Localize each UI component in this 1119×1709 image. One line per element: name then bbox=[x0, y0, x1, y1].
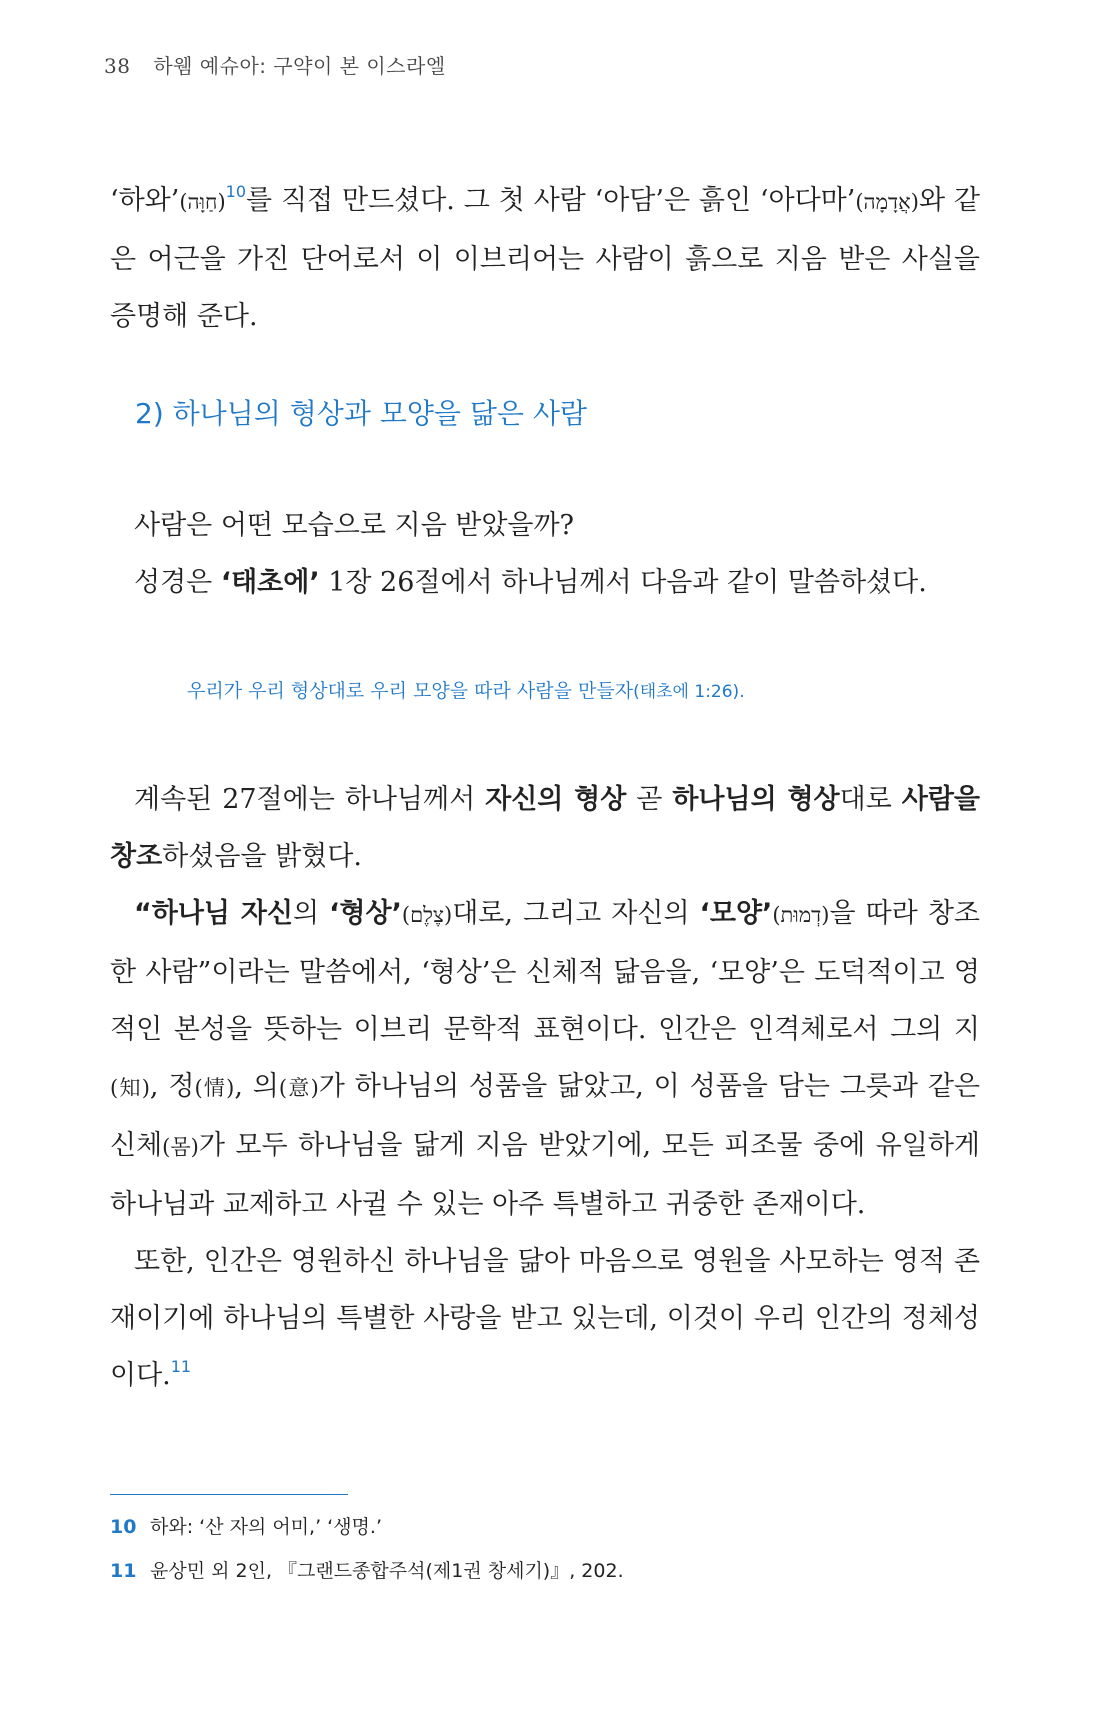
text: 의 bbox=[293, 898, 330, 929]
text: 또한, 인간은 영원하신 하나님을 닮아 마음으로 영원을 사모하는 영적 존재이기에 하나님의 특별한 사랑을 받고 있는데, 이것이 우리 인간의 정체성이다. bbox=[110, 1246, 980, 1391]
section-heading: 2) 하나님의 형상과 모양을 닮은 사람 bbox=[135, 397, 587, 430]
quote-source: (태초에 1:26). bbox=[633, 682, 745, 702]
annotation: (몸) bbox=[162, 1135, 199, 1159]
book-title: 하웸 예슈아: 구약이 본 이스라엘 bbox=[153, 54, 446, 78]
paragraph-1 bbox=[110, 172, 980, 345]
text: 대로 bbox=[839, 784, 902, 815]
hanja: (意) bbox=[278, 1076, 319, 1100]
emphasis: 자신의 형상 bbox=[485, 784, 627, 815]
hebrew-word: (צֶלֶם) bbox=[401, 903, 453, 927]
text: 대로, 그리고 자신의 bbox=[452, 898, 700, 929]
text: 하셨음을 밝혔다. bbox=[162, 841, 362, 872]
scripture-quote bbox=[187, 676, 745, 703]
hanja: (情) bbox=[194, 1076, 235, 1100]
hebrew-word: (חַוָּה) bbox=[179, 190, 226, 214]
quote-text: 우리가 우리 형상대로 우리 모양을 따라 사람을 만들자 bbox=[187, 680, 634, 702]
emphasis: 사람을 창조 bbox=[110, 784, 980, 872]
text: ‘하와’ bbox=[110, 185, 180, 216]
emphasis: 하나님의 형상 bbox=[672, 784, 840, 815]
text: , 정 bbox=[149, 1071, 195, 1102]
text: 성경은 bbox=[134, 567, 221, 598]
text: 계속된 27절에는 하나님께서 bbox=[134, 784, 486, 815]
question-line: 사람은 어떤 모습으로 지음 받았을까? bbox=[134, 510, 575, 541]
footnote-text: 하와: ‘산 자의 어미,’ ‘생명.’ bbox=[150, 1516, 382, 1538]
text: 가 모두 하나님을 닮게 지음 받았기에, 모든 피조물 중에 유일하게 하나님과 교제하고 사귈 수 있는 아주 특별하고 귀중한 존재이다. bbox=[110, 1130, 980, 1220]
footnote-number: 10 bbox=[110, 1516, 137, 1538]
hanja: (知) bbox=[110, 1076, 150, 1100]
text: 1장 26절에서 하나님께서 다음과 같이 말씀하셨다. bbox=[319, 567, 927, 598]
footnote-divider bbox=[110, 1494, 348, 1495]
footnote bbox=[110, 1556, 624, 1583]
emphasis: ‘모양’ bbox=[699, 898, 773, 929]
paragraph-2 bbox=[110, 497, 980, 611]
paragraph-3 bbox=[110, 771, 980, 1404]
footnote-ref[interactable]: 10 bbox=[225, 182, 246, 201]
footnote-ref[interactable]: 11 bbox=[170, 1357, 192, 1376]
emphasis: “하나님 자신 bbox=[134, 898, 294, 929]
text: 가 하나님의 성품을 닮았고, 이 성품을 담는 그릇과 같은 신체 bbox=[110, 1071, 980, 1161]
hebrew-word: (אֲדָמָה) bbox=[855, 190, 919, 214]
text: 와 같은 어근을 가진 단어로서 이 이브리어는 사람이 흙으로 지음 받은 사실을 증명해 준다. bbox=[110, 185, 980, 332]
scripture-intro-line bbox=[110, 554, 980, 611]
footnote-number: 11 bbox=[110, 1560, 137, 1582]
text: , 의 bbox=[234, 1071, 279, 1102]
emphasis: ‘형상’ bbox=[329, 898, 402, 929]
page-number: 38 bbox=[104, 54, 131, 78]
text: 를 직접 만드셨다. 그 첫 사람 ‘아담’은 흙인 ‘아다마’ bbox=[246, 185, 856, 216]
text: 을 따라 창조한 사람”이라는 말씀에서, ‘형상’은 신체적 닮음을, ‘모양’은 도덕적이고 영적인 본성을 뜻하는 이브리 문학적 표현이다. 인간은 인격체로서 그의 지 bbox=[110, 898, 980, 1045]
footnote-text: 윤상민 외 2인, 『그랜드종합주석(제1권 창세기)』, 202. bbox=[150, 1560, 624, 1582]
footnote bbox=[110, 1512, 382, 1539]
running-header bbox=[104, 50, 446, 79]
text: 곧 bbox=[626, 784, 673, 815]
book-name: ‘태초에’ bbox=[220, 567, 320, 598]
hebrew-word: (דְמוּת) bbox=[772, 903, 830, 927]
